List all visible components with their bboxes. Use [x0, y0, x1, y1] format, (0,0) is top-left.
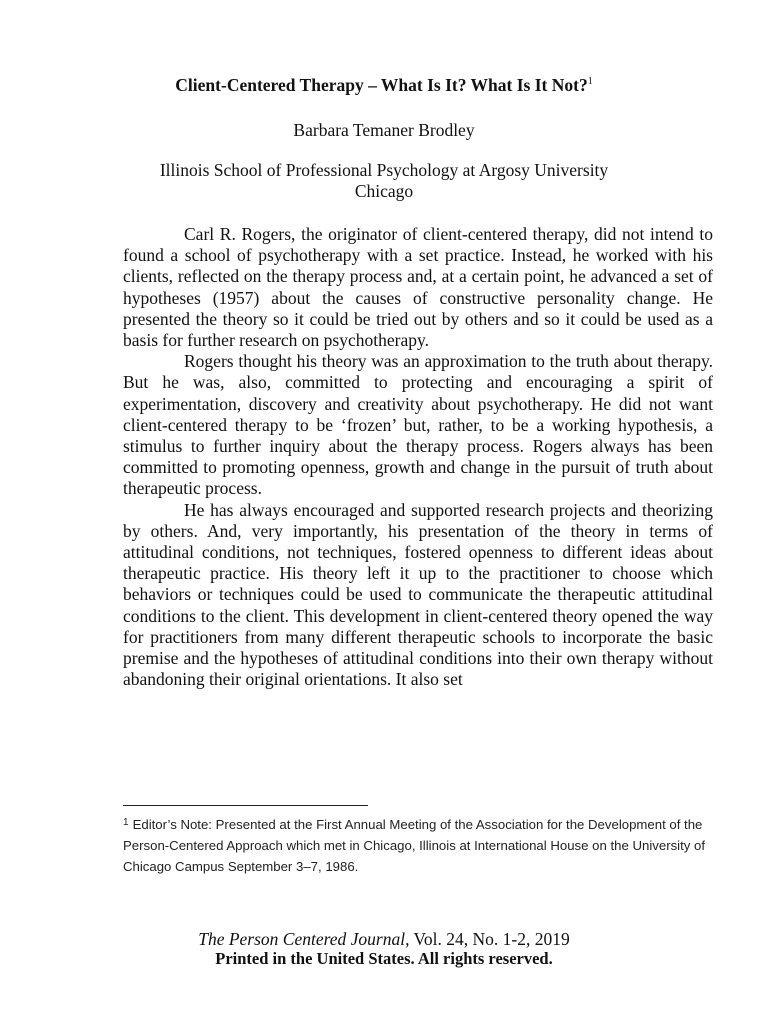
article-title	[0, 74, 768, 96]
paragraph: Carl R. Rogers, the originator of client-centered therapy, did not intend to found a school of psychotherapy with a set practice. Instead, he worked with his clients, reflected on the therapy process and, at a certain point, he advanced a set of hypotheses (1957) about the causes of constructive personality change. He presented the theory so it could be tried out by others and so it could be used as a basis for further research on psychotherapy.	[123, 224, 713, 351]
journal-citation	[0, 929, 768, 950]
footnote-mark: 1	[123, 817, 129, 828]
footnote-divider	[123, 805, 368, 806]
author-name: Barbara Temaner Brodley	[293, 120, 475, 140]
paragraph: Rogers thought his theory was an approximation to the truth about therapy. But he was, also, committed to protecting and encouraging a spirit of experimentation, discovery and creativity about psychotherapy. He did not want client-centered therapy to be ‘frozen’ but, rather, to be a working hypothesis, a stimulus to further inquiry about the therapy process. Rogers always has been committed to promoting openness, growth and change in the pursuit of truth about therapeutic process.	[123, 351, 713, 499]
title-footnote-mark: 1	[587, 76, 593, 87]
footnote	[123, 814, 713, 877]
affiliation-line-2: Chicago	[354, 181, 414, 201]
body-text	[123, 224, 713, 690]
author-affiliation	[0, 160, 768, 202]
article-title-text: Client-Centered Therapy – What Is It? What Is It Not?	[175, 75, 588, 95]
rights-notice: Printed in the United States. All rights reserved.	[215, 949, 553, 968]
paragraph: He has always encouraged and supported research projects and theorizing by others. And, very importantly, his presentation of the theory in terms of attitudinal conditions, not techniques, fostered openness to different ideas about therapeutic practice. His theory left it up to the practitioner to choose which behaviors or techniques could be used to communicate the therapeutic attitudinal conditions to the client. This development in client-centered theory opened the way for practitioners from many different therapeutic schools to incorporate the basic premise and the hypotheses of attitudinal conditions into their own therapy without abandoning their original orientations. It also set	[123, 499, 713, 690]
journal-name: The Person Centered Journal,	[198, 929, 410, 949]
journal-issue: Vol. 24, No. 1-2, 2019	[409, 929, 570, 949]
footnote-text: Editor’s Note: Presented at the First Annual Meeting of the Association for the Development of the Person-Centered Approach which met in Chicago, Illinois at International House on the University of Chicago Campus September 3–7, 1986.	[123, 817, 706, 874]
affiliation-line-1: Illinois School of Professional Psychology at Argosy University	[159, 160, 609, 180]
